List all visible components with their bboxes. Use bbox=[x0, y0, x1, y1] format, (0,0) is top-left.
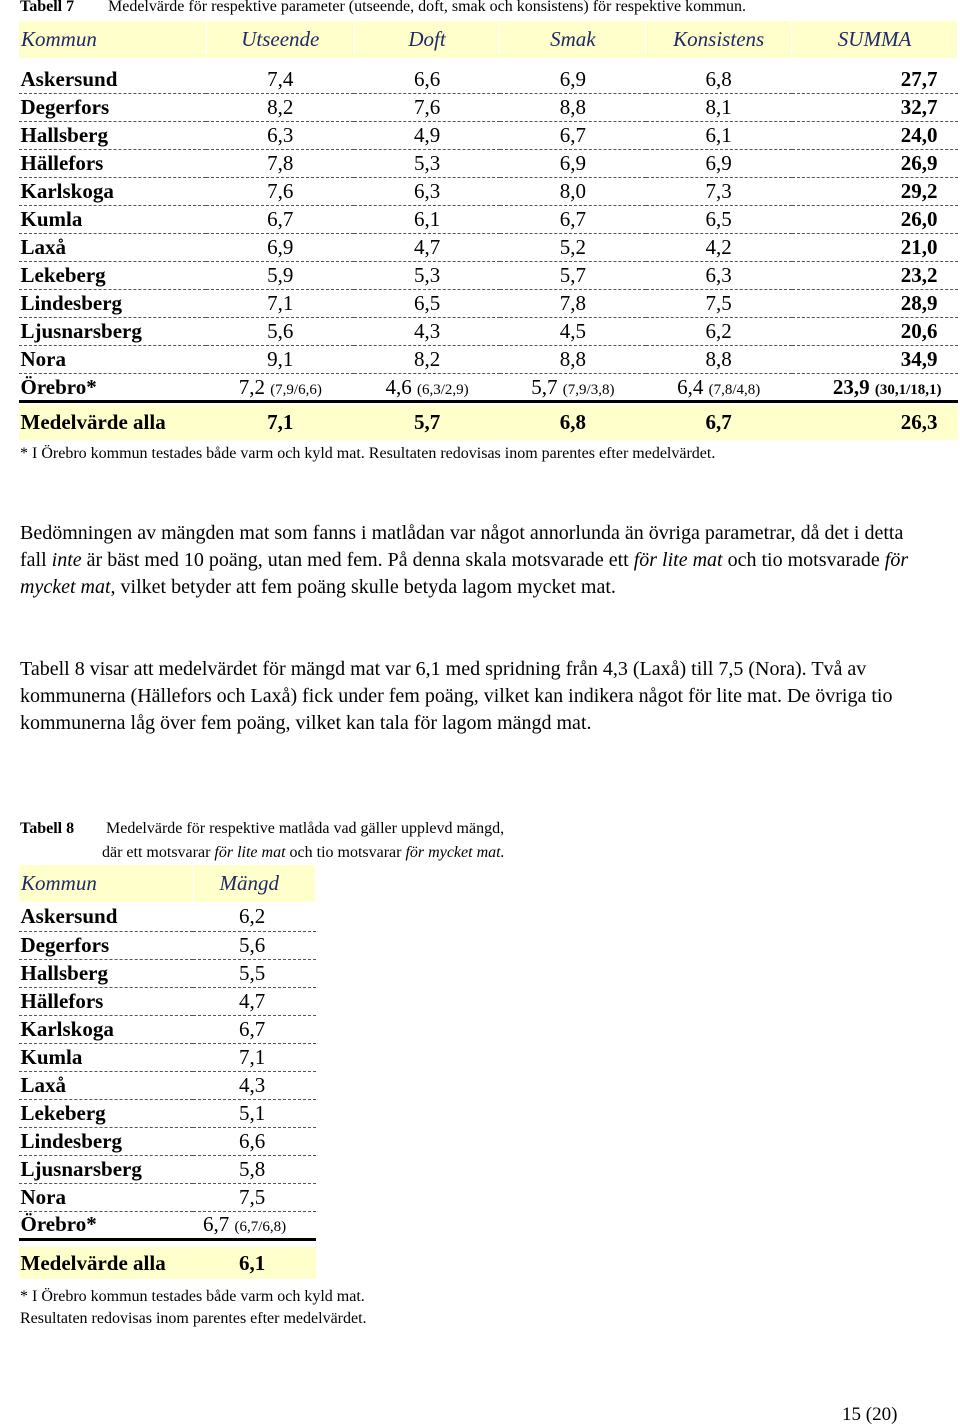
table-row bbox=[19, 959, 316, 987]
table-row bbox=[19, 1043, 316, 1071]
table-row bbox=[19, 987, 316, 1015]
table7-cell-summa-detail: (30,1/18,1) bbox=[874, 381, 942, 398]
table7-cell-konsistens-value: 6,2 bbox=[705, 319, 732, 343]
table7-cell-konsistens-value: 6,9 bbox=[705, 151, 732, 175]
table8-title-text-a: där ett motsvarar bbox=[102, 844, 215, 861]
table7-cell-utseende-value: 6,3 bbox=[267, 123, 294, 147]
table7-cell-konsistens bbox=[646, 374, 792, 402]
table7-average-konsistens bbox=[646, 405, 792, 440]
table7-cell-utseende bbox=[206, 178, 354, 206]
table7-cell-summa bbox=[792, 94, 958, 122]
table7-cell-summa bbox=[792, 346, 958, 374]
table7-average-summa bbox=[792, 405, 958, 440]
table7-cell-smak bbox=[500, 318, 646, 346]
table7-average-label-value: Medelvärde alla bbox=[20, 409, 166, 434]
table8-cell-mangd bbox=[193, 1127, 315, 1155]
table7-cell-smak-value: 5,2 bbox=[559, 235, 586, 259]
table7-cell-konsistens bbox=[646, 290, 792, 318]
table7-cell-kommun bbox=[19, 178, 207, 206]
table7-cell-doft-value: 7,6 bbox=[413, 95, 441, 119]
table7-cell-summa-value: 23,9 bbox=[832, 374, 870, 399]
table7-cell-doft-value: 5,3 bbox=[413, 263, 441, 287]
table7-title: Medelvärde för respektive parameter (utseende, doft, smak och konsistens) för respektive kommun. bbox=[108, 0, 747, 15]
table8-cell-kommun bbox=[19, 931, 194, 959]
table7-cell-kommun bbox=[19, 234, 207, 262]
table7-cell-doft-value: 4,3 bbox=[413, 319, 441, 343]
table-row bbox=[19, 1183, 316, 1211]
table7-cell-summa-value: 34,9 bbox=[900, 347, 938, 371]
table7-cell-summa bbox=[792, 206, 958, 234]
table8-cell-kommun bbox=[19, 1211, 194, 1239]
table7-cell-smak bbox=[500, 94, 646, 122]
table7-cell-utseende-value: 7,6 bbox=[267, 179, 294, 203]
table7-cell-doft bbox=[354, 94, 500, 122]
table-row bbox=[19, 346, 958, 374]
table8-cell-mangd bbox=[193, 1211, 315, 1239]
table8-cell-mangd bbox=[193, 903, 315, 931]
table7-cell-kommun bbox=[19, 290, 207, 318]
table8-cell-mangd-value: 5,6 bbox=[239, 932, 266, 957]
paragraph-1-emphasis-inte: inte bbox=[51, 549, 82, 571]
table7-cell-konsistens-value: 8,1 bbox=[705, 95, 732, 119]
table8-cell-kommun-value: Ljusnarsberg bbox=[20, 1156, 142, 1181]
table7-cell-smak-value: 7,8 bbox=[559, 291, 586, 315]
table-row bbox=[19, 206, 958, 234]
table-row bbox=[19, 122, 958, 150]
table7-cell-smak-value: 6,7 bbox=[559, 207, 586, 231]
table7-cell-doft bbox=[354, 318, 500, 346]
table7-cell-konsistens bbox=[646, 66, 792, 94]
table7-cell-summa bbox=[792, 234, 958, 262]
table8-cell-mangd bbox=[193, 1183, 315, 1211]
table7-cell-doft bbox=[354, 150, 500, 178]
table8-cell-kommun-value: Karlskoga bbox=[20, 1016, 114, 1041]
table7-average-summa-value: 26,3 bbox=[900, 409, 938, 434]
table8 bbox=[18, 864, 316, 1279]
table8-cell-kommun bbox=[19, 903, 194, 931]
table7-cell-summa-value: 32,7 bbox=[900, 95, 938, 119]
table7-cell-smak-detail: (7,9/3,8) bbox=[562, 381, 615, 398]
table8-cell-kommun bbox=[19, 987, 194, 1015]
table7-cell-kommun bbox=[19, 346, 207, 374]
table7-cell-doft-value: 6,6 bbox=[413, 66, 441, 91]
table8-average-label bbox=[19, 1247, 194, 1279]
table8-cell-kommun-value: Lekeberg bbox=[20, 1100, 106, 1125]
table7-cell-konsistens-value: 6,4 bbox=[677, 374, 704, 399]
table7-cell-smak bbox=[500, 206, 646, 234]
table8-footnote-line1: * I Örebro kommun testades både varm och kyld mat. bbox=[20, 1288, 365, 1305]
table7-cell-summa-value: 21,0 bbox=[900, 235, 938, 259]
table7-cell-summa-value: 27,7 bbox=[900, 66, 938, 91]
table7-cell-doft-value: 6,1 bbox=[413, 207, 441, 231]
table7-cell-doft bbox=[354, 234, 500, 262]
table7-cell-summa bbox=[792, 122, 958, 150]
table7-cell-summa bbox=[792, 374, 958, 402]
table7-cell-smak-value: 5,7 bbox=[559, 263, 586, 287]
table8-cell-mangd-value: 5,1 bbox=[239, 1100, 266, 1125]
table8-cell-kommun bbox=[19, 1043, 194, 1071]
table8-header-row bbox=[19, 865, 316, 903]
table7-average-doft-value: 5,7 bbox=[413, 409, 441, 434]
table7-cell-smak bbox=[500, 290, 646, 318]
table8-cell-mangd-value: 6,6 bbox=[239, 1128, 266, 1153]
table7-cell-kommun bbox=[19, 374, 207, 402]
table7-cell-konsistens bbox=[646, 262, 792, 290]
table-row bbox=[19, 1015, 316, 1043]
table7-cell-summa-value: 28,9 bbox=[900, 291, 938, 315]
table7-cell-kommun-value: Örebro* bbox=[20, 374, 97, 399]
table7-cell-doft bbox=[354, 206, 500, 234]
table7-cell-konsistens-value: 7,3 bbox=[705, 179, 732, 203]
table8-cell-kommun-value: Laxå bbox=[20, 1072, 67, 1097]
table7-cell-utseende bbox=[206, 206, 354, 234]
table7-cell-doft-value: 8,2 bbox=[413, 347, 441, 371]
table-row bbox=[19, 178, 958, 206]
table8-title-text-b: och tio motsvarar bbox=[285, 844, 406, 861]
table7-cell-konsistens-value: 7,5 bbox=[705, 291, 732, 315]
table8-title-line1: Medelvärde för respektive matlåda vad gäller upplevd mängd, bbox=[106, 820, 505, 837]
table7-cell-kommun bbox=[19, 206, 207, 234]
table-row-orebro bbox=[19, 374, 958, 402]
table8-cell-kommun bbox=[19, 1127, 194, 1155]
table8-cell-mangd-value: 4,3 bbox=[239, 1072, 266, 1097]
table8-cell-kommun bbox=[19, 1155, 194, 1183]
table7-cell-doft-value: 5,3 bbox=[413, 151, 441, 175]
table7-cell-utseende-detail: (7,9/6,6) bbox=[270, 381, 322, 398]
table7-cell-utseende-value: 7,8 bbox=[267, 151, 294, 175]
table8-cell-mangd-value: 7,1 bbox=[239, 1044, 266, 1069]
table7-cell-konsistens-value: 6,1 bbox=[705, 123, 732, 147]
table8-cell-kommun-value: Kumla bbox=[20, 1044, 83, 1069]
table7-cell-kommun bbox=[19, 122, 207, 150]
table7-cell-doft-value: 4,6 bbox=[385, 374, 412, 399]
table7-cell-kommun-value: Laxå bbox=[20, 235, 67, 259]
table7-average-utseende-value: 7,1 bbox=[267, 409, 294, 434]
paragraph-1-emphasis-for-lite-mat: för lite mat bbox=[633, 549, 723, 571]
paragraph-1-text-b: är bäst med 10 poäng, utan med fem. På denna skala motsvarade ett bbox=[81, 549, 634, 571]
table7-header-summa: SUMMA bbox=[792, 21, 958, 59]
table7-header-utseende: Utseende bbox=[206, 21, 354, 59]
table7-cell-utseende-value: 7,4 bbox=[267, 66, 294, 91]
table7-cell-summa-value: 24,0 bbox=[900, 123, 938, 147]
table-row bbox=[19, 903, 316, 931]
table8-average-row bbox=[19, 1247, 316, 1279]
paragraph-1-emphasis-for-mycket-mat: för mycket mat bbox=[20, 549, 909, 598]
table8-cell-mangd-value: 6,7 bbox=[203, 1212, 230, 1236]
table8-cell-kommun-value: Hallsberg bbox=[20, 960, 108, 985]
table7-cell-doft bbox=[354, 290, 500, 318]
paragraph-1-text-a: Bedömningen av mängden mat som fanns i matlådan var något annorlunda än övriga parametrar, då det i detta fall bbox=[20, 522, 904, 571]
page-number: 15 (20) bbox=[842, 1404, 898, 1425]
table8-cell-mangd bbox=[193, 1071, 315, 1099]
table8-title-emphasis-lite: för lite mat bbox=[214, 844, 286, 861]
table7-cell-smak bbox=[500, 122, 646, 150]
table7-cell-smak-value: 8,8 bbox=[559, 95, 586, 119]
table7-header-smak: Smak bbox=[500, 21, 646, 59]
table7-cell-kommun-value: Kumla bbox=[20, 207, 83, 231]
table7-cell-kommun-value: Hällefors bbox=[20, 151, 104, 175]
table7-cell-summa bbox=[792, 262, 958, 290]
table7-cell-summa bbox=[792, 290, 958, 318]
table7-cell-konsistens-value: 6,5 bbox=[705, 207, 732, 231]
table7-cell-konsistens bbox=[646, 122, 792, 150]
table7 bbox=[18, 20, 958, 440]
table8-cell-mangd bbox=[193, 1015, 315, 1043]
table7-average-konsistens-value: 6,7 bbox=[705, 409, 732, 434]
table7-cell-doft bbox=[354, 262, 500, 290]
table7-cell-smak-value: 6,9 bbox=[559, 151, 586, 175]
table7-cell-summa bbox=[792, 66, 958, 94]
table7-cell-smak bbox=[500, 66, 646, 94]
table7-average-doft bbox=[354, 405, 500, 440]
table7-cell-smak bbox=[500, 234, 646, 262]
table-row bbox=[19, 234, 958, 262]
table7-cell-kommun bbox=[19, 94, 207, 122]
table7-cell-konsistens-value: 8,8 bbox=[705, 347, 732, 371]
table7-cell-smak-value: 5,7 bbox=[531, 374, 558, 399]
table7-cell-utseende bbox=[206, 94, 354, 122]
table7-cell-summa-value: 20,6 bbox=[900, 319, 938, 343]
table7-cell-smak-value: 8,8 bbox=[559, 347, 586, 371]
table7-cell-summa bbox=[792, 178, 958, 206]
table7-cell-utseende bbox=[206, 66, 354, 94]
table7-average-label bbox=[19, 405, 207, 440]
table8-average-mangd bbox=[193, 1247, 315, 1279]
table-row bbox=[19, 94, 958, 122]
table8-caption-line1 bbox=[20, 820, 504, 838]
table7-cell-utseende-value: 6,7 bbox=[267, 207, 294, 231]
paragraph-1 bbox=[20, 520, 920, 601]
table7-cell-doft bbox=[354, 122, 500, 150]
table7-cell-kommun bbox=[19, 150, 207, 178]
table7-header-kommun: Kommun bbox=[19, 21, 207, 59]
table8-average-mangd-value: 6,1 bbox=[239, 1250, 266, 1275]
table8-cell-mangd bbox=[193, 959, 315, 987]
table7-cell-utseende-value: 7,2 bbox=[238, 374, 265, 399]
table8-cell-mangd-value: 7,5 bbox=[239, 1184, 266, 1209]
table7-cell-kommun-value: Hallsberg bbox=[20, 123, 108, 147]
table8-footnote-line2: Resultaten redovisas inom parentes efter medelvärdet. bbox=[20, 1310, 367, 1327]
table7-cell-utseende bbox=[206, 290, 354, 318]
table7-cell-smak bbox=[500, 178, 646, 206]
table8-header-mangd: Mängd bbox=[193, 865, 315, 903]
table8-cell-kommun bbox=[19, 959, 194, 987]
table7-cell-summa bbox=[792, 150, 958, 178]
table8-cell-kommun-value: Askersund bbox=[20, 904, 118, 929]
table7-cell-utseende bbox=[206, 262, 354, 290]
table8-cell-mangd bbox=[193, 1155, 315, 1183]
table8-title-emphasis-mycket: för mycket mat. bbox=[405, 844, 505, 861]
table7-caption bbox=[20, 0, 746, 16]
table8-cell-kommun-value: Nora bbox=[20, 1184, 66, 1209]
table7-cell-konsistens bbox=[646, 178, 792, 206]
paragraph-1-text-c: och tio motsvarade bbox=[722, 549, 885, 571]
table7-cell-summa-value: 26,9 bbox=[900, 151, 938, 175]
table-row bbox=[19, 290, 958, 318]
table7-cell-smak-value: 8,0 bbox=[559, 179, 586, 203]
table7-cell-smak bbox=[500, 374, 646, 402]
table8-cell-kommun-value: Örebro* bbox=[20, 1212, 97, 1236]
table8-cell-mangd-value: 4,7 bbox=[239, 988, 266, 1013]
table7-cell-summa bbox=[792, 318, 958, 346]
table7-header-row bbox=[19, 21, 958, 59]
table7-header-konsistens: Konsistens bbox=[646, 21, 792, 59]
table7-cell-kommun bbox=[19, 318, 207, 346]
paragraph-1-text-d: , vilket betyder att fem poäng skulle betyda lagom mycket mat. bbox=[110, 576, 616, 598]
table7-footnote: * I Örebro kommun testades både varm och kyld mat. Resultaten redovisas inom parentes efter medelvärdet. bbox=[20, 445, 716, 462]
table8-average-label-value: Medelvärde alla bbox=[20, 1250, 166, 1275]
table8-cell-kommun bbox=[19, 1071, 194, 1099]
table-row bbox=[19, 1155, 316, 1183]
table8-cell-mangd-value: 6,7 bbox=[239, 1016, 266, 1041]
table7-cell-utseende-value: 5,6 bbox=[267, 319, 294, 343]
table7-cell-kommun-value: Karlskoga bbox=[20, 179, 114, 203]
table7-cell-summa-value: 23,2 bbox=[900, 263, 938, 287]
table7-cell-utseende bbox=[206, 122, 354, 150]
table8-cell-mangd bbox=[193, 931, 315, 959]
table7-cell-konsistens-value: 6,3 bbox=[705, 263, 732, 287]
table7-cell-doft bbox=[354, 66, 500, 94]
table7-cell-doft-value: 6,3 bbox=[413, 179, 441, 203]
table7-cell-utseende bbox=[206, 346, 354, 374]
table8-cell-mangd bbox=[193, 987, 315, 1015]
table7-header-doft: Doft bbox=[354, 21, 500, 59]
table7-cell-smak-value: 6,7 bbox=[559, 123, 586, 147]
table-row-orebro bbox=[19, 1211, 316, 1239]
table7-average-smak bbox=[500, 405, 646, 440]
table7-cell-smak bbox=[500, 262, 646, 290]
table7-cell-kommun-value: Askersund bbox=[20, 66, 118, 91]
table7-cell-utseende-value: 8,2 bbox=[267, 95, 294, 119]
table7-cell-doft bbox=[354, 178, 500, 206]
table8-header-kommun: Kommun bbox=[19, 865, 194, 903]
table7-cell-kommun bbox=[19, 262, 207, 290]
table8-cell-kommun bbox=[19, 1183, 194, 1211]
table8-cell-kommun bbox=[19, 1099, 194, 1127]
table7-cell-doft bbox=[354, 346, 500, 374]
table7-cell-doft-value: 4,7 bbox=[413, 235, 441, 259]
table8-cell-mangd-value: 6,2 bbox=[239, 904, 266, 929]
table7-cell-utseende-value: 9,1 bbox=[267, 347, 294, 371]
table7-cell-smak-value: 4,5 bbox=[559, 319, 586, 343]
table7-cell-konsistens bbox=[646, 234, 792, 262]
table7-cell-konsistens-value: 6,8 bbox=[705, 66, 732, 91]
table8-caption-line2 bbox=[102, 844, 505, 862]
table-row bbox=[19, 1099, 316, 1127]
table7-cell-summa-value: 26,0 bbox=[900, 207, 938, 231]
table7-cell-kommun-value: Lindesberg bbox=[20, 291, 123, 315]
table8-cell-kommun-value: Lindesberg bbox=[20, 1128, 123, 1153]
table-row bbox=[19, 66, 958, 94]
table7-cell-utseende-value: 6,9 bbox=[267, 235, 294, 259]
table-row bbox=[19, 1127, 316, 1155]
table7-cell-smak bbox=[500, 150, 646, 178]
table7-cell-konsistens bbox=[646, 150, 792, 178]
table8-cell-mangd bbox=[193, 1043, 315, 1071]
table7-cell-summa-value: 29,2 bbox=[900, 179, 938, 203]
table7-cell-utseende bbox=[206, 150, 354, 178]
table-row bbox=[19, 150, 958, 178]
table7-cell-kommun-value: Ljusnarsberg bbox=[20, 319, 142, 343]
table7-cell-utseende bbox=[206, 234, 354, 262]
table7-cell-kommun-value: Nora bbox=[20, 347, 66, 371]
table7-cell-konsistens-detail: (7,8/4,8) bbox=[708, 381, 761, 398]
table7-cell-doft-detail: (6,3/2,9) bbox=[416, 381, 469, 398]
table7-average-smak-value: 6,8 bbox=[559, 409, 586, 434]
table7-cell-konsistens bbox=[646, 346, 792, 374]
table7-cell-smak-value: 6,9 bbox=[559, 66, 586, 91]
table8-cell-kommun-value: Hällefors bbox=[20, 988, 104, 1013]
table7-cell-konsistens bbox=[646, 94, 792, 122]
table8-cell-mangd-detail: (6,7/6,8) bbox=[234, 1219, 287, 1235]
table7-cell-konsistens bbox=[646, 318, 792, 346]
table7-cell-doft-value: 4,9 bbox=[413, 123, 441, 147]
table7-cell-kommun-value: Lekeberg bbox=[20, 263, 106, 287]
table7-cell-utseende bbox=[206, 374, 354, 402]
table8-cell-kommun bbox=[19, 1015, 194, 1043]
table7-cell-utseende bbox=[206, 318, 354, 346]
table7-average-utseende bbox=[206, 405, 354, 440]
table-row bbox=[19, 318, 958, 346]
table7-cell-utseende-value: 5,9 bbox=[267, 263, 294, 287]
table-row bbox=[19, 1071, 316, 1099]
table8-cell-kommun-value: Degerfors bbox=[20, 932, 110, 957]
table8-cell-mangd bbox=[193, 1099, 315, 1127]
table-row bbox=[19, 262, 958, 290]
table7-cell-konsistens bbox=[646, 206, 792, 234]
table7-cell-kommun-value: Degerfors bbox=[20, 95, 110, 119]
table7-cell-utseende-value: 7,1 bbox=[267, 291, 294, 315]
table7-cell-doft bbox=[354, 374, 500, 402]
table7-cell-smak bbox=[500, 346, 646, 374]
table7-cell-konsistens-value: 4,2 bbox=[705, 235, 732, 259]
table8-label: Tabell 8 bbox=[20, 820, 75, 837]
paragraph-2: Tabell 8 visar att medelvärdet för mängd mat var 6,1 med spridning från 4,3 (Laxå) till 7,5 (Nora). Två av kommunerna (Hällefors och Laxå) fick under fem poäng, vilket kan indikera något för lite mat. De övriga tio kommunerna låg över fem poäng, vilket kan tala för lagom mängd mat. bbox=[20, 658, 893, 734]
table7-average-row bbox=[19, 405, 958, 440]
table7-cell-doft-value: 6,5 bbox=[413, 291, 441, 315]
table-row bbox=[19, 931, 316, 959]
table7-label: Tabell 7 bbox=[20, 0, 75, 15]
table7-cell-kommun bbox=[19, 66, 207, 94]
table8-cell-mangd-value: 5,8 bbox=[239, 1156, 266, 1181]
table8-cell-mangd-value: 5,5 bbox=[239, 960, 266, 985]
